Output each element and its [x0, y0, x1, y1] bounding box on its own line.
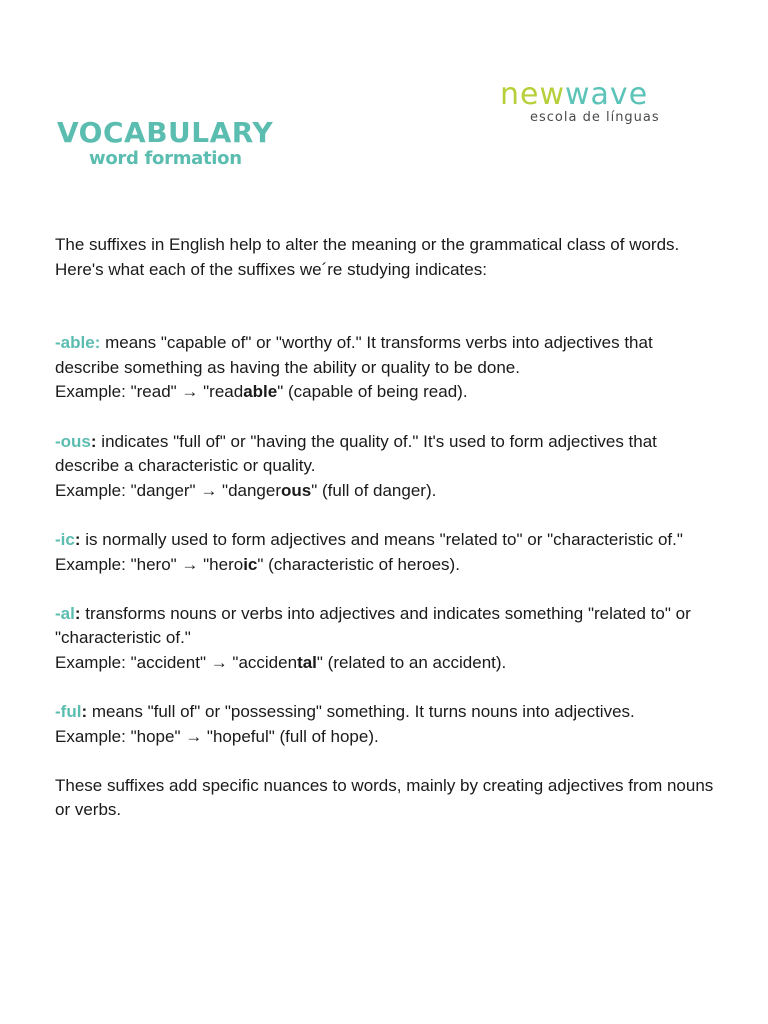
newwave-logo: [500, 78, 700, 125]
example-lead: Example: "hero" → "hero: [55, 554, 244, 574]
example-suffix-highlight: able: [243, 382, 278, 402]
suffix-block-ic: [55, 528, 720, 577]
example-tail: " (capable of being read).: [277, 382, 468, 402]
suffix-label: -able: [55, 333, 95, 353]
suffix-colon: :: [94, 333, 101, 353]
example-tail: " (characteristic of heroes).: [257, 554, 460, 574]
intro-paragraph: The suffixes in English help to alter the meaning or the grammatical class of words. Here's what each of the suffixes we´re studying indicates:: [55, 235, 680, 279]
suffix-description: means "capable of" or "worthy of." It transforms verbs into adjectives that describe something as having the ability or quality to be done.: [55, 333, 653, 377]
logo-tagline: escola de línguas: [530, 110, 660, 125]
suffix-label: -ic: [55, 529, 75, 549]
suffix-description: is normally used to form adjectives and means "related to" or "characteristic of.": [80, 529, 683, 549]
example-lead: Example: "danger" → "danger: [55, 480, 282, 500]
page-title: VOCABULARY: [57, 116, 274, 149]
example-lead: Example: "read" → "read: [55, 382, 244, 402]
example-tail: " (full of danger).: [311, 480, 437, 500]
suffix-description: indicates "full of" or "having the quality of." It's used to form adjectives that describe a characteristic or quality.: [55, 431, 657, 476]
document-body: [55, 233, 720, 823]
suffix-label: -ful: [55, 702, 82, 722]
suffix-colon: :: [74, 529, 81, 549]
example-lead: Example: "accident" → "acciden: [55, 652, 298, 672]
suffix-block-ous: [55, 430, 720, 504]
logo-wordmark: [500, 78, 700, 112]
suffix-colon: :: [74, 603, 81, 623]
example-tail: " (related to an accident).: [316, 652, 507, 672]
logo-word-part1: new: [500, 77, 566, 112]
example-suffix-highlight: ic: [243, 554, 258, 574]
suffix-block-ful: [55, 700, 720, 749]
example-suffix-highlight: tal: [297, 652, 317, 672]
conclusion-paragraph: These suffixes add specific nuances to words, mainly by creating adjectives from nouns or verbs.: [55, 775, 714, 820]
example-suffix-highlight: ous: [281, 480, 312, 500]
suffix-colon: :: [81, 702, 88, 722]
suffix-block-able: [55, 331, 720, 405]
suffix-label: -ous: [55, 431, 91, 451]
suffix-description: means "full of" or "possessing" something. It turns nouns into adjectives.: [87, 702, 635, 722]
suffix-description: transforms nouns or verbs into adjectives and indicates something "related to" or "characteristic of.": [55, 603, 691, 648]
page-subtitle: word formation: [89, 148, 242, 169]
logo-word-part2: wave: [565, 77, 649, 112]
example-lead: Example: "hope" → "hopeful" (full of hope).: [55, 726, 379, 746]
suffix-block-al: [55, 602, 720, 676]
suffix-label: -al: [55, 603, 75, 623]
suffix-colon: :: [90, 431, 97, 451]
